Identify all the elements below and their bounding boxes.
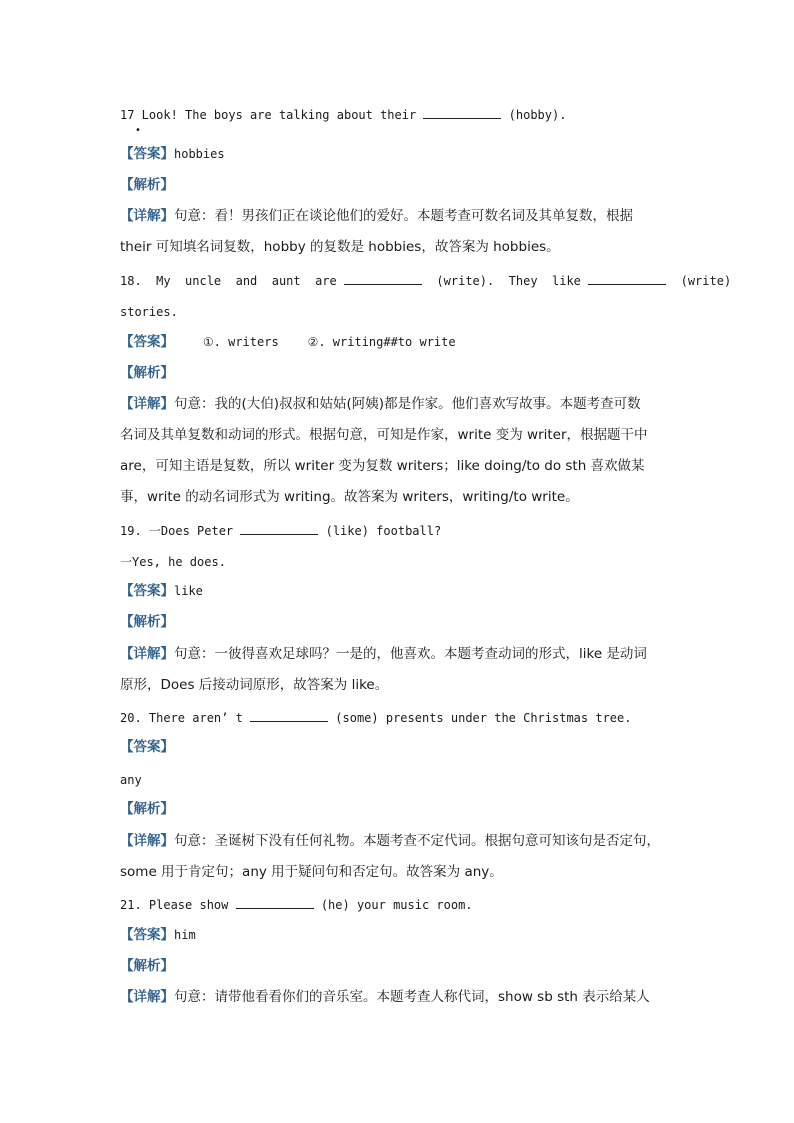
detail-tag: 【详解】: [120, 833, 174, 849]
answer-text-20: any: [120, 773, 142, 787]
answer-blank: [236, 897, 314, 909]
question-17-stem-a: 17 Look! The boys are talking about their: [120, 108, 424, 122]
answer-blank: [344, 273, 422, 285]
detail-tag: 【详解】: [120, 989, 174, 1005]
answer-row-19: [120, 582, 203, 601]
question-20: [120, 709, 631, 727]
detail-18-line-3: are，可知主语是复数，所以 writer 变为复数 writers；like doing/to do sth 喜欢做某: [120, 458, 645, 474]
detail-tag: 【详解】: [120, 396, 174, 412]
question-17-stem-b: (hobby).: [501, 108, 567, 122]
answer-text: ①. writers ②. writing##to write: [174, 335, 456, 349]
detail-text: 句意：圣诞树下没有任何礼物。本题考查不定代词。根据句意可知该句是否定句，: [174, 833, 660, 849]
question-18-stem-c: (write): [666, 274, 732, 288]
answer-row-21: [120, 926, 196, 945]
question-21-stem-b: (he) your music room.: [313, 898, 473, 912]
detail-18-line-1: [120, 395, 641, 413]
answer-tag: 【答案】: [120, 334, 174, 350]
question-21: [120, 896, 473, 914]
bullet-dot: •: [135, 125, 141, 136]
analysis-tag-20: 【解析】: [120, 801, 174, 817]
detail-19-line-1: [120, 645, 647, 663]
detail-tag: 【详解】: [120, 208, 174, 224]
detail-text: 句意：看！男孩们正在谈论他们的爱好。本题考查可数名词及其单复数，根据: [174, 208, 633, 224]
analysis-tag-19: 【解析】: [120, 614, 174, 630]
question-17: [120, 106, 566, 124]
answer-text: like: [174, 584, 203, 598]
answer-tag: 【答案】: [120, 146, 174, 162]
answer-tag-20: 【答案】: [120, 739, 174, 755]
detail-tag: 【详解】: [120, 646, 174, 662]
question-19: [120, 522, 441, 540]
question-18-stem-b: (write). They like: [421, 274, 589, 288]
detail-19-line-2: 原形，Does 后接动词原形，故答案为 like。: [120, 677, 389, 693]
question-20-stem-a: 20. There aren’ t: [120, 711, 251, 725]
analysis-tag-18: 【解析】: [120, 365, 174, 381]
detail-17-line-2: their 可知填名词复数，hobby 的复数是 hobbies，故答案为 hobbies。: [120, 239, 560, 255]
question-18-stem-a: 18. My uncle and aunt are: [120, 274, 344, 288]
answer-row-17: [120, 145, 225, 164]
analysis-tag-21: 【解析】: [120, 958, 174, 974]
answer-row-18: [120, 333, 456, 352]
question-18: [120, 272, 731, 290]
detail-18-line-4: 事，write 的动名词形式为 writing。故答案为 writers，writing/to write。: [120, 489, 579, 505]
detail-17-line-1: [120, 207, 633, 225]
question-19-stem-a: 19. 一Does Peter: [120, 524, 241, 538]
detail-18-line-2: 名词及其单复数和动词的形式。根据句意，可知是作家，write 变为 writer，根据题干中: [120, 427, 648, 443]
question-21-stem-a: 21. Please show: [120, 898, 236, 912]
answer-tag: 【答案】: [120, 583, 174, 599]
analysis-tag-17: 【解析】: [120, 177, 174, 193]
question-19-reply: 一Yes, he does.: [120, 555, 226, 569]
question-18-cont: stories.: [120, 305, 178, 319]
answer-text: hobbies: [174, 147, 225, 161]
answer-blank: [423, 107, 501, 119]
question-19-stem-b: (like) football?: [318, 524, 442, 538]
answer-tag: 【答案】: [120, 927, 174, 943]
detail-21-line-1: [120, 988, 650, 1006]
answer-text: him: [174, 928, 196, 942]
detail-text: 句意：请带他看看你们的音乐室。本题考查人称代词，show sb sth 表示给某人: [174, 989, 650, 1005]
answer-blank: [240, 523, 318, 535]
answer-blank: [588, 273, 666, 285]
question-20-stem-b: (some) presents under the Christmas tree.: [328, 711, 632, 725]
detail-text: 句意：一彼得喜欢足球吗？一是的，他喜欢。本题考查动词的形式，like 是动词: [174, 646, 647, 662]
detail-20-line-1: [120, 832, 660, 850]
answer-blank: [250, 710, 328, 722]
detail-text: 句意：我的(大伯)叔叔和姑姑(阿姨)都是作家。他们喜欢写故事。本题考查可数: [174, 396, 641, 412]
detail-20-line-2: some 用于肯定句；any 用于疑问句和否定句。故答案为 any。: [120, 864, 503, 880]
